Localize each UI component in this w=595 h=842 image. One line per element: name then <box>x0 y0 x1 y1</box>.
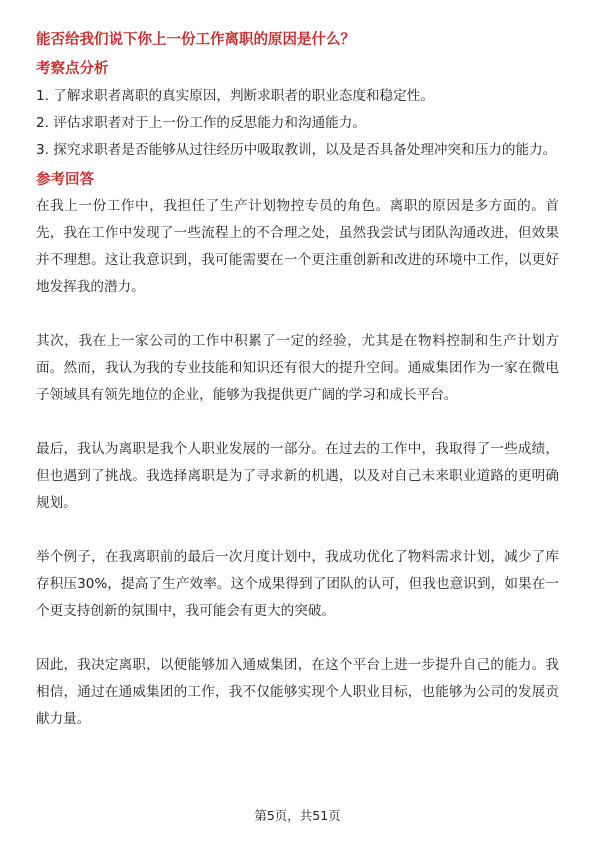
question-title: 能否给我们说下你上一份工作离职的原因是什么？ <box>36 32 355 48</box>
answer-paragraph: 举个例子，在我离职前的最后一次月度计划中，我成功优化了物料需求计划，减少了库存积压30%，提高了生产效率。这个成果得到了团队的认可，但我也意识到，如果在一个更支持创新的氛围中，我可能会有更大的突破。 <box>36 549 559 619</box>
answer-paragraph: 在我上一份工作中，我担任了生产计划物控专员的角色。离职的原因是多方面的。首先，我在工作中发现了一些流程上的不合理之处，虽然我尝试与团队沟通改进，但效果并不理想。这让我意识到，我可能需要在一个更注重创新和改进的环境中工作，以更好地发挥我的潜力。 <box>36 198 559 295</box>
analysis-item: 2. 评估求职者对于上一份工作的反思能力和沟通能力。 <box>36 115 366 131</box>
analysis-item: 3. 探究求职者是否能够从过往经历中吸取教训，以及是否具备处理冲突和压力的能力。 <box>36 142 557 158</box>
answer-paragraph: 因此，我决定离职，以便能够加入通威集团，在这个平台上进一步提升自己的能力。我相信，通过在通威集团的工作，我不仅能够实现个人职业目标，也能够为公司的发展贡献力量。 <box>36 657 559 727</box>
answer-paragraph: 其次，我在上一家公司的工作中积累了一定的经验，尤其是在物料控制和生产计划方面。然而，我认为我的专业技能和知识还有很大的提升空间。通威集团作为一家在微电子领域具有领先地位的企业，能够为我提供更广阔的学习和成长平台。 <box>36 333 559 403</box>
analysis-list <box>36 83 559 164</box>
answer-body <box>36 193 559 733</box>
answer-paragraph: 最后，我认为离职是我个人职业发展的一部分。在过去的工作中，我取得了一些成绩，但也遇到了挑战。我选择离职是为了寻求新的机遇，以及对自己未来职业道路的更明确规划。 <box>36 441 559 511</box>
document-page <box>36 30 559 733</box>
analysis-item: 1. 了解求职者离职的真实原因，判断求职者的职业态度和稳定性。 <box>36 88 434 104</box>
answer-heading: 参考回答 <box>36 172 94 188</box>
analysis-heading: 考察点分析 <box>36 61 109 77</box>
page-number: 第5页，共51页 <box>254 808 341 823</box>
